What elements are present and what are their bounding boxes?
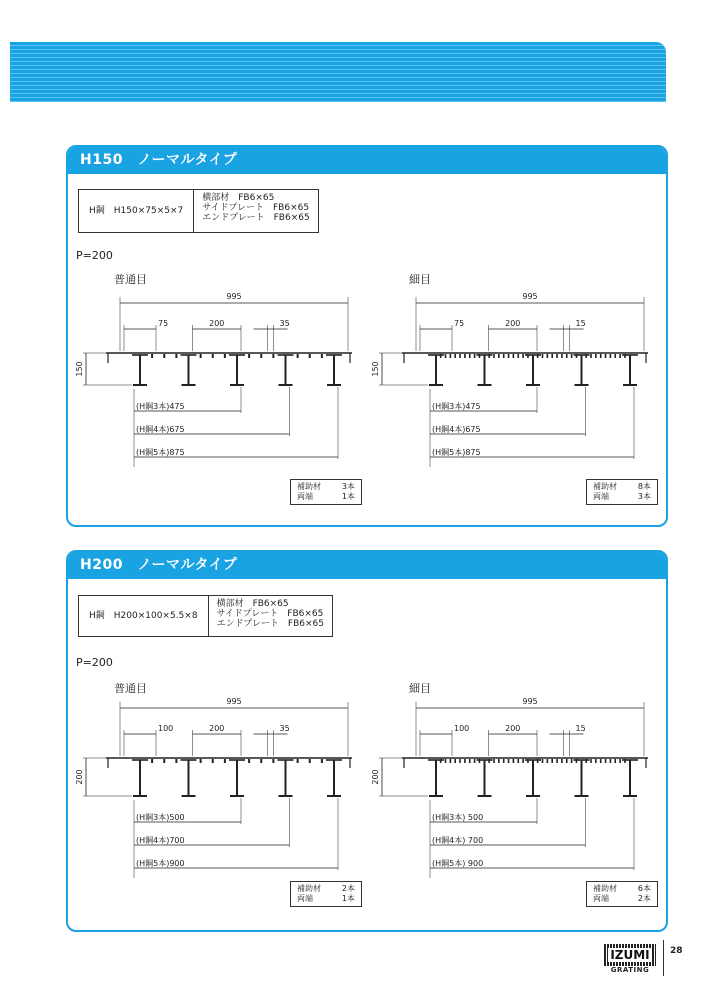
cross-member [503,759,505,763]
cross-member [163,759,165,763]
cross-member [272,759,274,763]
run-label: (H鋼5本) 900 [432,859,484,868]
cross-member [566,354,568,358]
cross-member [513,354,515,358]
run-label: (H鋼5本)875 [136,448,185,457]
cross-member [309,759,311,763]
cross-member [551,354,553,358]
height-label: 150 [75,361,84,377]
cross-member [576,354,578,358]
cross-member [556,759,558,763]
cross-member [566,759,568,763]
run-label: (H鋼5本)875 [432,448,481,457]
cross-member [454,759,456,763]
cross-member [175,354,177,358]
cross-member [508,354,510,358]
cross-member [151,354,153,358]
cross-member [576,759,578,763]
cross-member [479,759,481,763]
dimension-label: 200 [209,724,225,733]
run-label: (H鋼4本) 700 [432,836,484,845]
cross-member [464,354,466,358]
cross-member [624,759,626,763]
cross-member [614,759,616,763]
run-label: (H鋼3本)475 [136,402,185,411]
cross-member [571,354,573,358]
dimension-label: 75 [454,319,465,328]
cross-member [450,354,452,358]
cross-member [619,759,621,763]
cross-member [459,354,461,358]
run-label: (H鋼3本) 500 [432,813,484,822]
cross-member [151,759,153,763]
cross-member [175,759,177,763]
spec-line: サイドプレート FB6×65 [216,609,324,619]
cross-member [585,759,587,763]
cross-member [522,759,524,763]
cross-member [571,759,573,763]
spec-line: 横部材 FB6×65 [202,193,275,203]
cross-member [600,759,602,763]
cross-member [200,759,202,763]
cross-member [474,354,476,358]
dimension-label: 200 [505,724,521,733]
dimension-label: 100 [158,724,174,733]
count-box: 補助材 3本 両端 1本 [290,479,362,505]
dimension-label: 75 [158,319,169,328]
cross-member [498,354,500,358]
pitch-label: P=200 [76,656,113,669]
cross-member [537,759,539,763]
dimension-label: 995 [522,292,538,301]
diagram-subtitle: 細目 [409,682,431,695]
dimension-label: 100 [454,724,470,733]
dimension-label: 995 [226,292,242,301]
cross-member [445,354,447,358]
cross-member [321,759,323,763]
cross-member [450,759,452,763]
diagram-subtitle: 細目 [409,273,431,286]
height-label: 200 [75,769,84,785]
cross-member [309,354,311,358]
pitch-label: P=200 [76,249,113,262]
cross-member [445,759,447,763]
cross-member [260,354,262,358]
spec-line: サイドプレート FB6×65 [202,203,310,213]
run-label: (H鋼3本)500 [136,813,185,822]
section-diagrams [68,552,666,930]
dimension-label: 35 [279,724,290,733]
dimension-label: 35 [279,319,290,328]
spec-h-steel: H鋼 H200×100×5.5×8 [79,596,209,636]
dimension-label: 995 [522,697,538,706]
count-box: 補助材 2本 両端 1本 [290,881,362,907]
cross-member [537,354,539,358]
cross-member [527,759,529,763]
cross-member [498,759,500,763]
spec-line: 横部材 FB6×65 [216,599,289,609]
cross-member [619,354,621,358]
cross-member [561,354,563,358]
spec-h-steel: H鋼 H150×75×5×7 [79,190,194,232]
dimension-label: 15 [575,319,586,328]
cross-member [493,759,495,763]
cross-member [542,354,544,358]
cross-member [459,759,461,763]
cross-member [440,354,442,358]
divider [663,940,664,976]
run-label: (H鋼5本)900 [136,859,185,868]
cross-member [551,759,553,763]
count-box: 補助材 8本 両端 3本 [586,479,658,505]
cross-member [297,759,299,763]
cross-member [561,759,563,763]
cross-member [163,354,165,358]
cross-member [297,354,299,358]
dimension-label: 995 [226,697,242,706]
cross-member [469,354,471,358]
cross-member [517,354,519,358]
cross-member [585,354,587,358]
run-label: (H鋼3本)475 [432,402,481,411]
dimension-label: 200 [505,319,521,328]
run-label: (H鋼4本)700 [136,836,185,845]
cross-member [260,759,262,763]
cross-member [527,354,529,358]
cross-member [513,759,515,763]
section-title: H200 ノーマルタイプ [68,552,666,579]
cross-member [248,354,250,358]
cross-member [522,354,524,358]
page-number: 28 [670,946,683,956]
cross-member [595,759,597,763]
cross-member [474,759,476,763]
cross-member [440,759,442,763]
section-diagrams [68,147,666,525]
cross-member [488,354,490,358]
spec-line: エンドプレート FB6×65 [216,619,325,629]
cross-member [248,759,250,763]
cross-member [200,354,202,358]
cross-member [321,354,323,358]
cross-member [508,759,510,763]
height-label: 150 [371,361,380,377]
cross-member [590,759,592,763]
section-h200 [66,550,668,932]
cross-member [479,354,481,358]
cross-member [614,354,616,358]
cross-member [595,354,597,358]
cross-member [610,759,612,763]
cross-member [624,354,626,358]
spec-line: エンドプレート FB6×65 [202,213,310,223]
cross-member [605,354,607,358]
cross-member [469,759,471,763]
cross-member [488,759,490,763]
diagram-subtitle: 普通目 [114,682,147,695]
cross-member [556,354,558,358]
cross-member [547,354,549,358]
cross-member [464,759,466,763]
cross-member [224,354,226,358]
count-box: 補助材 6本 両端 2本 [586,881,658,907]
cross-member [503,354,505,358]
section-h150 [66,145,668,527]
run-label: (H鋼4本)675 [136,425,185,434]
dimension-label: 200 [209,319,225,328]
cross-member [224,759,226,763]
dimension-label: 15 [575,724,586,733]
height-label: 200 [371,769,380,785]
cross-member [212,354,214,358]
cross-member [212,759,214,763]
diagram-subtitle: 普通目 [114,273,147,286]
cross-member [547,759,549,763]
cross-member [610,354,612,358]
run-label: (H鋼4本)675 [432,425,481,434]
cross-member [542,759,544,763]
cross-member [493,354,495,358]
cross-member [605,759,607,763]
cross-member [590,354,592,358]
cross-member [600,354,602,358]
cross-member [454,354,456,358]
section-title: H150 ノーマルタイプ [68,147,666,174]
cross-member [272,354,274,358]
cross-member [517,759,519,763]
izumi-logo: IZUMI GRATING [604,944,656,974]
header-banner [10,42,666,102]
